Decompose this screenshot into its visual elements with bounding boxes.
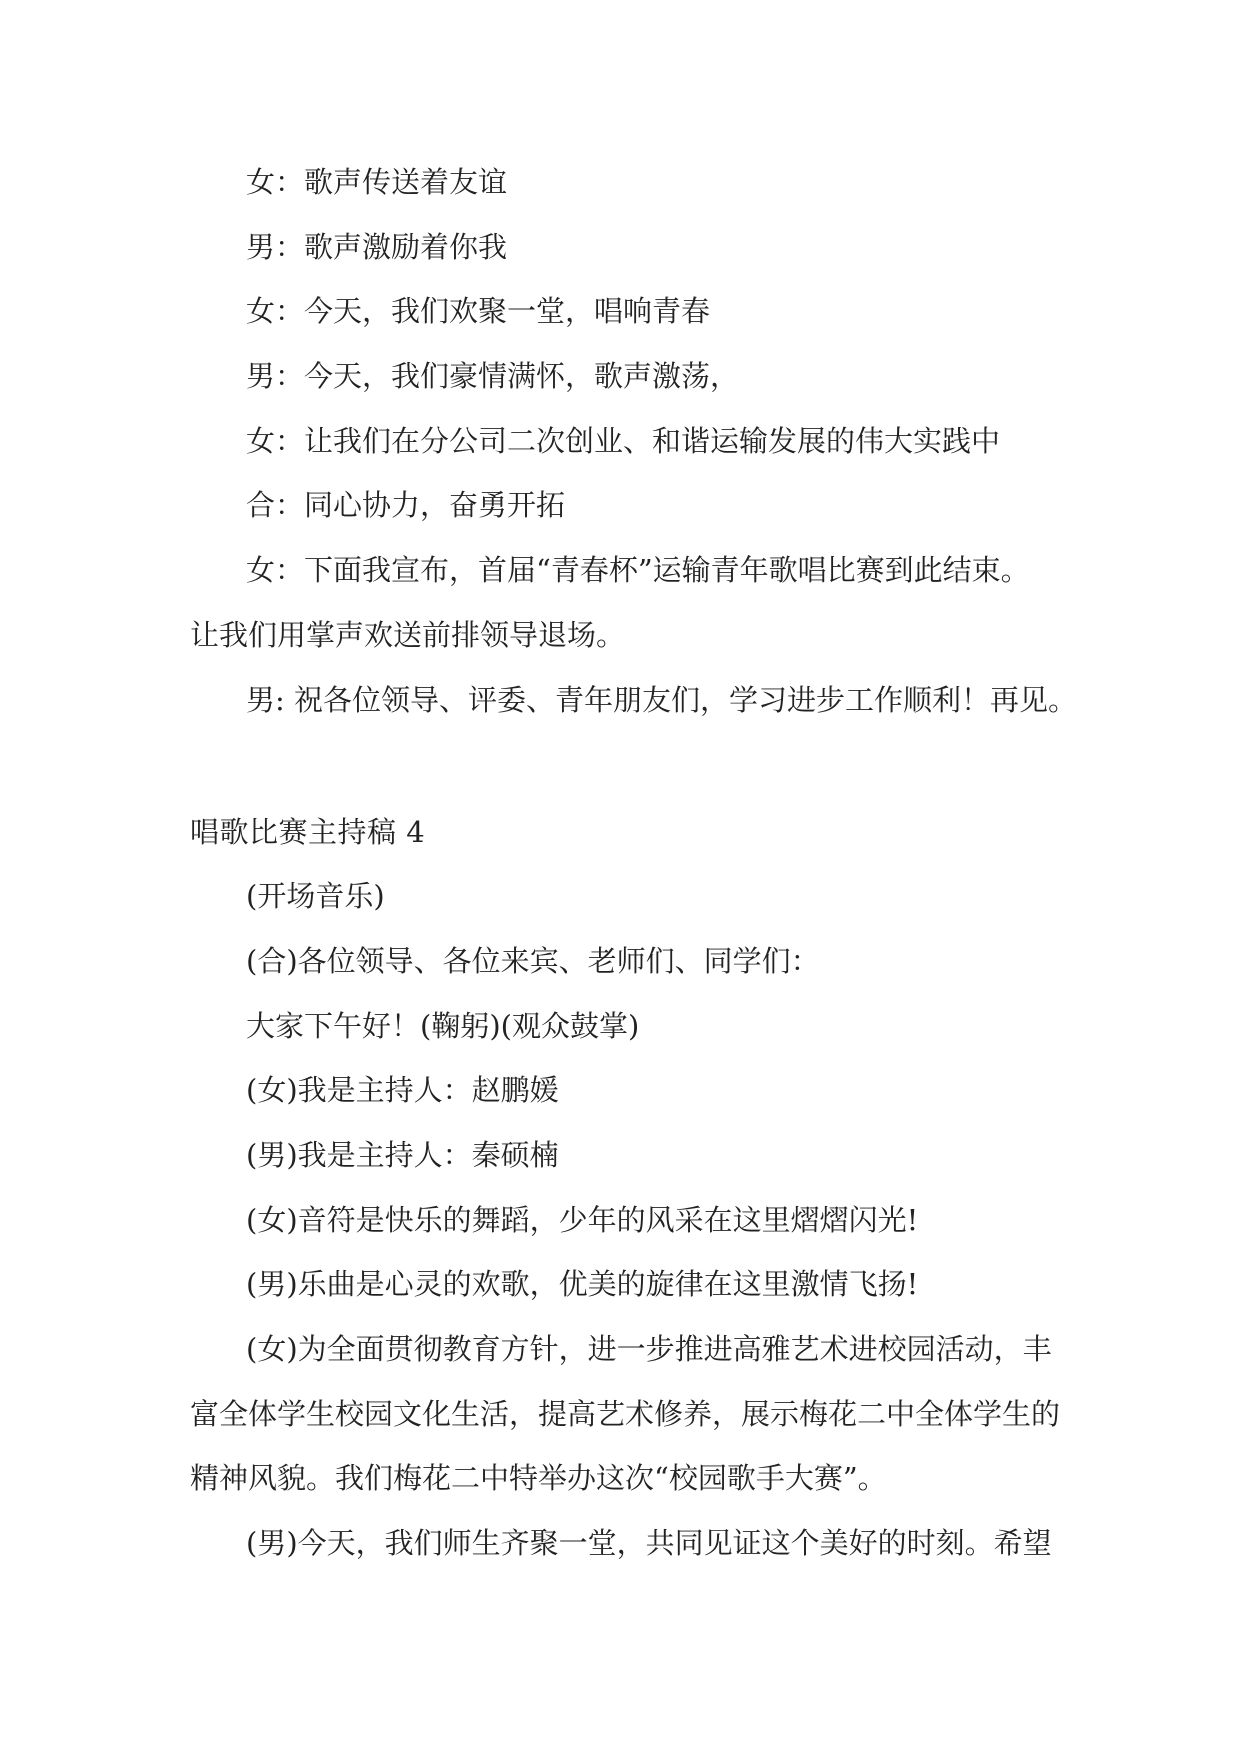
paragraph-line: 女：今天，我们欢聚一堂，唱响青春 <box>246 294 711 328</box>
paragraph-line: 让我们用掌声欢送前排领导退场。 <box>190 618 626 652</box>
paragraph-line: 女：歌声传送着友谊 <box>246 165 508 199</box>
paragraph-line: (女)为全面贯彻教育方针，进一步推进高雅艺术进校园活动，丰 <box>246 1332 1052 1366</box>
paragraph-line: 富全体学生校园文化生活，提高艺术修养，展示梅花二中全体学生的 <box>190 1397 1061 1431</box>
paragraph-line: (女)我是主持人：赵鹏媛 <box>246 1073 559 1107</box>
paragraph-line: 合：同心协力，奋勇开拓 <box>246 488 566 522</box>
paragraph-line: (男)乐曲是心灵的欢歌，优美的旋律在这里激情飞扬! <box>246 1267 919 1301</box>
paragraph-line: 男：歌声激励着你我 <box>246 230 508 264</box>
paragraph-line: 男：今天，我们豪情满怀，歌声激荡， <box>246 359 740 393</box>
paragraph-line: 女：下面我宣布，首届“青春杯”运输青年歌唱比赛到此结束。 <box>246 553 1030 587</box>
paragraph-line: (男)今天，我们师生齐聚一堂，共同见证这个美好的时刻。希望 <box>246 1526 1052 1560</box>
paragraph-line: (合)各位领导、各位来宾、老师们、同学们： <box>246 944 820 978</box>
paragraph-line: (开场音乐) <box>246 879 385 913</box>
paragraph-line: 女：让我们在分公司二次创业、和谐运输发展的伟大实践中 <box>246 424 1001 458</box>
paragraph-line: (女)音符是快乐的舞蹈，少年的风采在这里熠熠闪光! <box>246 1203 919 1237</box>
section-heading: 唱歌比赛主持稿 4 <box>190 815 426 849</box>
paragraph-line: (男)我是主持人：秦硕楠 <box>246 1138 559 1172</box>
paragraph-line: 大家下午好！(鞠躬)(观众鼓掌) <box>246 1009 640 1043</box>
paragraph-line: 男: 祝各位领导、评委、青年朋友们，学习进步工作顺利！再见。 <box>246 683 1077 717</box>
paragraph-line: 精神风貌。我们梅花二中特举办这次“校园歌手大赛”。 <box>190 1461 887 1495</box>
